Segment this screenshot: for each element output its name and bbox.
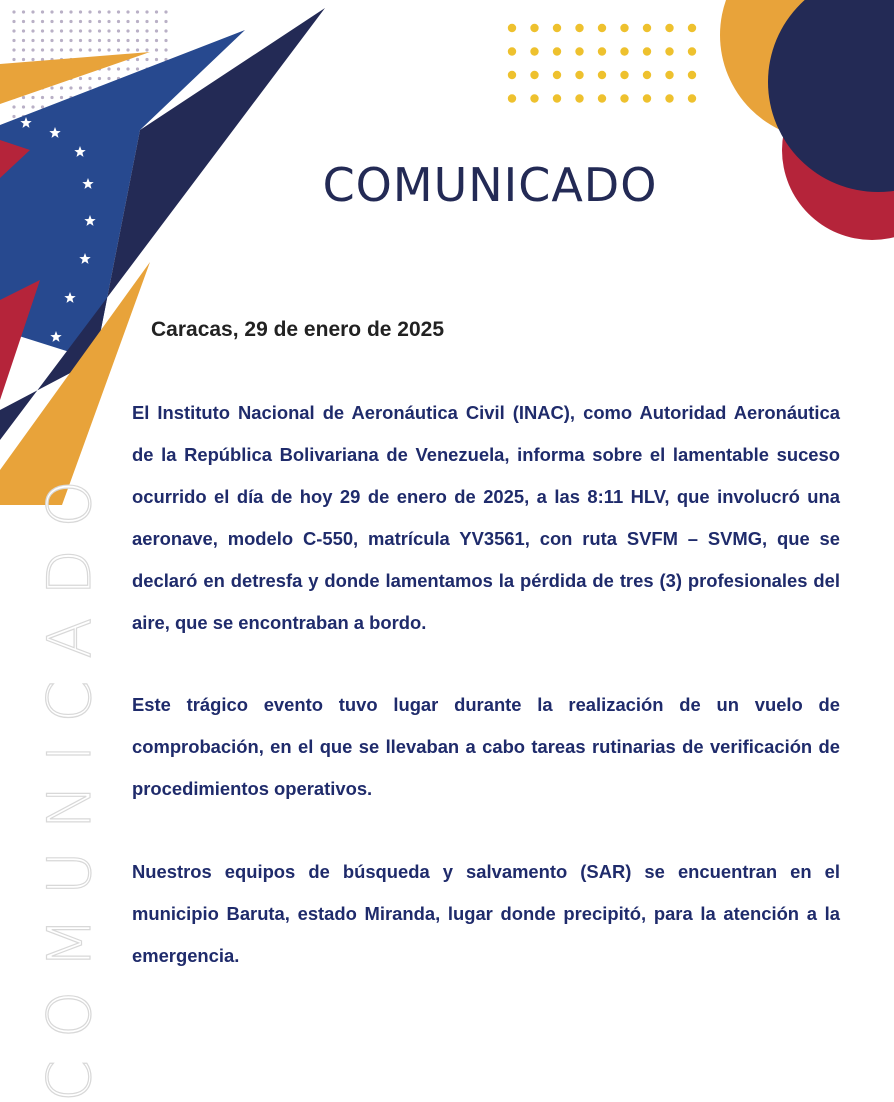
grey-dot bbox=[31, 96, 34, 99]
grey-dot bbox=[107, 20, 110, 23]
gold-dot bbox=[665, 94, 673, 102]
gold-dot bbox=[508, 47, 516, 55]
grey-dot bbox=[50, 10, 53, 13]
grey-dot bbox=[60, 39, 63, 42]
grey-dot bbox=[69, 48, 72, 51]
gold-dot bbox=[688, 94, 696, 102]
grey-dot bbox=[69, 86, 72, 89]
grey-dot bbox=[145, 29, 148, 32]
gold-dot bbox=[620, 94, 628, 102]
grey-dot bbox=[22, 29, 25, 32]
grey-dot bbox=[145, 20, 148, 23]
gold-dot bbox=[553, 47, 561, 55]
grey-dot bbox=[126, 48, 129, 51]
grey-dot bbox=[22, 105, 25, 108]
grey-dot bbox=[22, 48, 25, 51]
grey-dot bbox=[50, 29, 53, 32]
grey-dot bbox=[117, 29, 120, 32]
gold-dot bbox=[643, 47, 651, 55]
grey-dot bbox=[126, 10, 129, 13]
grey-dot bbox=[69, 29, 72, 32]
grey-dot bbox=[50, 20, 53, 23]
grey-dot bbox=[79, 86, 82, 89]
grey-dot bbox=[41, 48, 44, 51]
gold-dot bbox=[665, 71, 673, 79]
grey-dot bbox=[60, 20, 63, 23]
grey-dot bbox=[79, 10, 82, 13]
gold-dot bbox=[553, 24, 561, 32]
grey-dot bbox=[69, 39, 72, 42]
gold-dot bbox=[575, 47, 583, 55]
grey-dot bbox=[31, 39, 34, 42]
grey-dot bbox=[126, 29, 129, 32]
grey-dot bbox=[12, 58, 15, 61]
grey-dot bbox=[155, 58, 158, 61]
gold-dot bbox=[598, 24, 606, 32]
grey-dot bbox=[79, 77, 82, 80]
grey-dot bbox=[107, 10, 110, 13]
grey-dot bbox=[117, 39, 120, 42]
grey-dot bbox=[88, 10, 91, 13]
grey-dot bbox=[60, 10, 63, 13]
grey-dot bbox=[31, 10, 34, 13]
gold-dot bbox=[665, 24, 673, 32]
grey-dot bbox=[136, 48, 139, 51]
grey-dot bbox=[79, 39, 82, 42]
grey-dot bbox=[50, 39, 53, 42]
grey-dot bbox=[31, 20, 34, 23]
grey-dot bbox=[22, 96, 25, 99]
grey-dot bbox=[107, 39, 110, 42]
grey-dot bbox=[41, 20, 44, 23]
grey-dot bbox=[136, 67, 139, 70]
grey-dot bbox=[126, 67, 129, 70]
grey-dot bbox=[155, 29, 158, 32]
grey-dot bbox=[164, 20, 167, 23]
grey-dot bbox=[31, 58, 34, 61]
grey-dot bbox=[41, 29, 44, 32]
grey-dot bbox=[117, 67, 120, 70]
gold-dot bbox=[553, 71, 561, 79]
grey-dot bbox=[107, 77, 110, 80]
grey-dot bbox=[60, 48, 63, 51]
grey-dot bbox=[107, 67, 110, 70]
gold-dot bbox=[688, 24, 696, 32]
grey-dot bbox=[155, 39, 158, 42]
date-line: Caracas, 29 de enero de 2025 bbox=[151, 318, 445, 341]
grey-dot bbox=[117, 20, 120, 23]
grey-dot bbox=[98, 39, 101, 42]
gold-dot bbox=[575, 71, 583, 79]
grey-dot bbox=[136, 29, 139, 32]
grey-dot bbox=[12, 105, 15, 108]
gold-dot bbox=[620, 71, 628, 79]
grey-dot bbox=[136, 58, 139, 61]
grey-dot bbox=[69, 20, 72, 23]
grey-dot bbox=[98, 20, 101, 23]
grey-dot bbox=[22, 39, 25, 42]
grey-dot bbox=[155, 48, 158, 51]
grey-dot bbox=[12, 39, 15, 42]
gold-dot bbox=[620, 24, 628, 32]
grey-dot bbox=[50, 86, 53, 89]
grey-dot bbox=[12, 29, 15, 32]
grey-dot bbox=[136, 10, 139, 13]
gold-dot bbox=[598, 94, 606, 102]
grey-dot bbox=[117, 10, 120, 13]
grey-dot bbox=[31, 105, 34, 108]
gold-dot bbox=[620, 47, 628, 55]
grey-dot bbox=[41, 10, 44, 13]
gold-dot bbox=[598, 47, 606, 55]
grey-dot bbox=[155, 20, 158, 23]
gold-dot bbox=[598, 71, 606, 79]
grey-dot bbox=[88, 86, 91, 89]
paragraph-1: El Instituto Nacional de Aeronáutica Civil (INAC), como Autoridad Aeronáutica de la República Bolivariana de Venezuela, informa sobre el lamentable suceso ocurrido el día de hoy 29 de enero de 2025, a las 8:11 HLV, que involucró una aeronave, modelo C-550, matrícula YV3561, con ruta SVFM – SVMG, que se declaró en detresfa y donde lamentamos la pérdida de tres (3) profesionales del aire, que se encontraban a bordo. bbox=[132, 402, 840, 633]
grey-dot bbox=[50, 48, 53, 51]
gold-dot-grid bbox=[508, 24, 696, 103]
grey-dot bbox=[79, 29, 82, 32]
grey-dot bbox=[22, 20, 25, 23]
grey-dot bbox=[136, 20, 139, 23]
grey-dot bbox=[88, 29, 91, 32]
gold-dot bbox=[643, 71, 651, 79]
grey-dot bbox=[107, 29, 110, 32]
grey-dot bbox=[79, 48, 82, 51]
side-watermark: COMUNICADO bbox=[35, 458, 105, 1102]
grey-dot bbox=[12, 48, 15, 51]
grey-dot bbox=[22, 10, 25, 13]
grey-dot bbox=[98, 48, 101, 51]
grey-dot bbox=[88, 77, 91, 80]
grey-dot bbox=[41, 96, 44, 99]
grey-dot bbox=[98, 29, 101, 32]
grey-dot bbox=[145, 10, 148, 13]
gold-dot bbox=[665, 47, 673, 55]
grey-dot bbox=[155, 10, 158, 13]
gold-dot bbox=[643, 94, 651, 102]
gold-dot bbox=[530, 94, 538, 102]
grey-dot bbox=[126, 39, 129, 42]
grey-dot bbox=[41, 39, 44, 42]
grey-dot bbox=[22, 58, 25, 61]
grey-dot bbox=[145, 39, 148, 42]
grey-dot bbox=[69, 10, 72, 13]
gold-dot bbox=[553, 94, 561, 102]
paragraph-2: Este trágico evento tuvo lugar durante la realización de un vuelo de comprobación, en el que se llevaban a cabo tareas rutinarias de verificación de procedimientos operativos. bbox=[132, 694, 840, 799]
grey-dot bbox=[60, 96, 63, 99]
gold-dot bbox=[688, 47, 696, 55]
grey-dot bbox=[145, 48, 148, 51]
grey-dot bbox=[12, 20, 15, 23]
grey-dot bbox=[12, 115, 15, 118]
grey-dot bbox=[60, 29, 63, 32]
gold-dot bbox=[643, 24, 651, 32]
gold-dot bbox=[530, 47, 538, 55]
grey-dot bbox=[60, 86, 63, 89]
grey-dot bbox=[50, 96, 53, 99]
grey-dot bbox=[164, 29, 167, 32]
gold-dot bbox=[575, 24, 583, 32]
grey-dot bbox=[136, 39, 139, 42]
gold-dot bbox=[530, 24, 538, 32]
gold-dot bbox=[530, 71, 538, 79]
grey-dot bbox=[164, 10, 167, 13]
gold-dot bbox=[508, 71, 516, 79]
grey-dot bbox=[88, 20, 91, 23]
grey-dot bbox=[88, 48, 91, 51]
grey-dot bbox=[12, 10, 15, 13]
gold-dot bbox=[575, 94, 583, 102]
paragraph-3: Nuestros equipos de búsqueda y salvamento (SAR) se encuentran en el municipio Baruta, estado Miranda, lugar donde precipitó, para la atención a la emergencia. bbox=[132, 861, 840, 966]
grey-dot bbox=[88, 39, 91, 42]
grey-dot bbox=[31, 29, 34, 32]
grey-dot bbox=[126, 20, 129, 23]
grey-dot bbox=[145, 58, 148, 61]
grey-dot bbox=[98, 10, 101, 13]
grey-dot bbox=[79, 20, 82, 23]
gold-dot bbox=[688, 71, 696, 79]
grey-dot bbox=[164, 39, 167, 42]
grey-dot bbox=[164, 48, 167, 51]
gold-dot bbox=[508, 24, 516, 32]
grey-dot bbox=[117, 48, 120, 51]
page-title: COMUNICADO bbox=[322, 158, 658, 212]
grey-dot bbox=[98, 77, 101, 80]
grey-dot bbox=[31, 48, 34, 51]
grey-dot bbox=[107, 48, 110, 51]
gold-dot bbox=[508, 94, 516, 102]
